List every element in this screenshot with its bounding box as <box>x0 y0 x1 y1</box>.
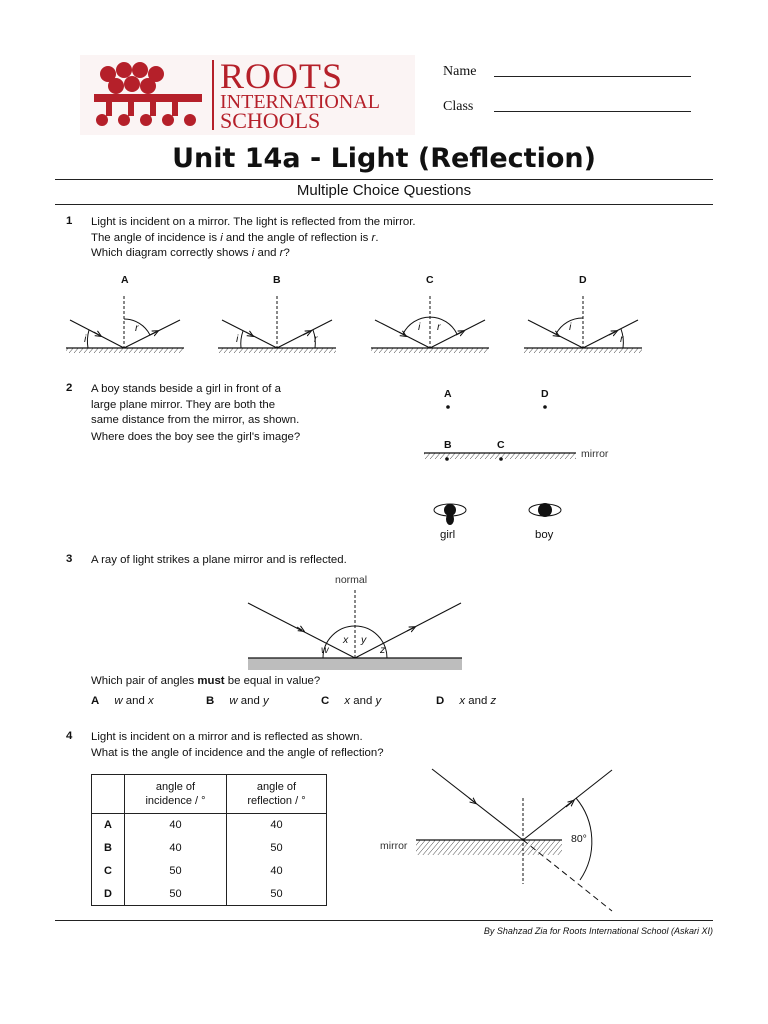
q1-line3-c: ? <box>283 247 290 259</box>
q3-angle-z: z <box>380 644 386 656</box>
q1-option-c-label[interactable]: C <box>426 274 434 286</box>
q4-row-d-inc: 50 <box>125 883 227 906</box>
q4-row-a-letter: A <box>92 814 125 837</box>
q1-number: 1 <box>66 215 73 227</box>
q3-option-c-and: and <box>350 695 376 707</box>
q3-question-a: Which pair of angles <box>91 675 198 687</box>
q3-option-d-p1: x <box>459 695 466 707</box>
q3-angle-x: x <box>343 634 349 646</box>
q2-point-c[interactable]: C <box>497 439 505 451</box>
q3-question-bold: must <box>197 675 225 687</box>
q3-line1: A ray of light strikes a plane mirror and is reflected. <box>91 554 347 566</box>
q3-option-b-p2: y <box>262 695 269 707</box>
q2-number: 2 <box>66 382 73 394</box>
q1-line2-b: and the angle of reflection is <box>222 231 372 244</box>
q3-option-a-p1: w <box>114 695 123 707</box>
page-subtitle: Multiple Choice Questions <box>296 182 472 199</box>
q1-line2-a: The angle of incidence is <box>91 231 221 244</box>
q2-girl-label: girl <box>440 529 456 541</box>
q3-option-a-p2: x <box>147 695 154 707</box>
q4-row-c-inc: 50 <box>125 860 227 883</box>
q3-option-b-letter: B <box>206 695 215 707</box>
class-label: Class <box>443 99 474 114</box>
q3-option-a-letter: A <box>91 695 100 707</box>
q1-line2-i: i <box>220 231 223 244</box>
footer-credit: By Shahzad Zia for Roots International School (Askari XI) <box>483 926 713 936</box>
q1-line1: Light is incident on a mirror. The light is reflected from the mirror. <box>91 216 416 228</box>
q4-row-a-ref: 40 <box>227 814 327 837</box>
q1-option-b-label[interactable]: B <box>273 274 281 286</box>
q4-angle-label: 80° <box>571 833 587 845</box>
q4-line1: Light is incident on a mirror and is reflected as shown. <box>91 731 363 743</box>
q1-a-r: r <box>135 322 139 334</box>
q2-line3: same distance from the mirror, as shown. <box>91 414 300 426</box>
q4-number: 4 <box>66 730 73 742</box>
q3-option-c-letter: C <box>321 695 330 707</box>
q4-col2-a: angle of <box>256 781 297 793</box>
q2-point-a[interactable]: A <box>444 388 452 400</box>
q4-col1-b: incidence / ° <box>145 795 206 807</box>
q4-row-c-letter: C <box>92 860 125 883</box>
q3-option-d-letter: D <box>436 695 445 707</box>
q4-row-d-ref: 50 <box>227 883 327 906</box>
q2-line1: A boy stands beside a girl in front of a <box>91 383 281 395</box>
q1-line2-r: r <box>371 231 376 244</box>
logo-line1: ROOTS <box>220 56 344 96</box>
logo-line3: SCHOOLS <box>220 108 321 133</box>
q3-normal-label: normal <box>335 574 368 586</box>
q1-b-r: r <box>314 333 318 345</box>
footer-rule <box>55 920 713 921</box>
q1-a-i: i <box>84 333 87 345</box>
logo-line2: INTERNATIONAL <box>220 91 380 113</box>
q1-option-a-label[interactable]: A <box>121 274 129 286</box>
q1-line3-r: r <box>279 247 284 259</box>
q3-question-b: be equal in value? <box>224 675 321 687</box>
q3-angle-w: w <box>321 644 329 656</box>
q4-row-c-ref: 40 <box>227 860 327 883</box>
q4-row-d-letter: D <box>92 883 125 906</box>
q2-boy-label: boy <box>535 529 554 541</box>
q1-option-d-label[interactable]: D <box>579 274 587 286</box>
q3-option-c-p2: y <box>375 695 382 707</box>
q1-d-i: i <box>569 321 572 333</box>
q1-line3-a: Which diagram correctly shows <box>91 247 252 259</box>
page-title: Unit 14a - Light (Reflection) <box>172 143 596 174</box>
q3-option-b-and: and <box>237 695 263 707</box>
q3-angle-y: y <box>361 634 367 646</box>
q4-col1-a: angle of <box>155 781 196 793</box>
q3-option-a-and: and <box>122 695 148 707</box>
q3-option-b-p1: w <box>229 695 238 707</box>
q4-row-b-letter: B <box>92 837 125 860</box>
q1-d-r: r <box>620 333 624 345</box>
q3-option-d-p2: z <box>490 695 497 707</box>
q3-option-c-p1: x <box>344 695 351 707</box>
q1-c-i: i <box>418 321 421 333</box>
q2-line2: large plane mirror. They are both the <box>91 398 276 411</box>
q1-c-r: r <box>437 321 441 333</box>
q1-line2-c: . <box>375 231 379 244</box>
q1-line3-b: and <box>254 247 280 259</box>
q4-col2-b: reflection / ° <box>247 795 306 807</box>
q2-line4: Where does the boy see the girl's image? <box>91 430 301 443</box>
q4-row-a-inc: 40 <box>125 814 227 837</box>
q3-option-d-and: and <box>465 695 491 707</box>
name-label: Name <box>443 64 477 79</box>
q3-number: 3 <box>66 553 73 565</box>
q4-line2: What is the angle of incidence and the angle of reflection? <box>91 746 384 759</box>
q2-point-d[interactable]: D <box>541 388 549 400</box>
q4-mirror-label: mirror <box>380 840 408 852</box>
q4-row-b-ref: 50 <box>227 837 327 860</box>
q2-point-b[interactable]: B <box>444 439 452 451</box>
q4-row-b-inc: 40 <box>125 837 227 860</box>
q1-line3-i: i <box>251 247 255 259</box>
q1-b-i: i <box>236 333 239 345</box>
q2-mirror-label: mirror <box>581 448 609 460</box>
